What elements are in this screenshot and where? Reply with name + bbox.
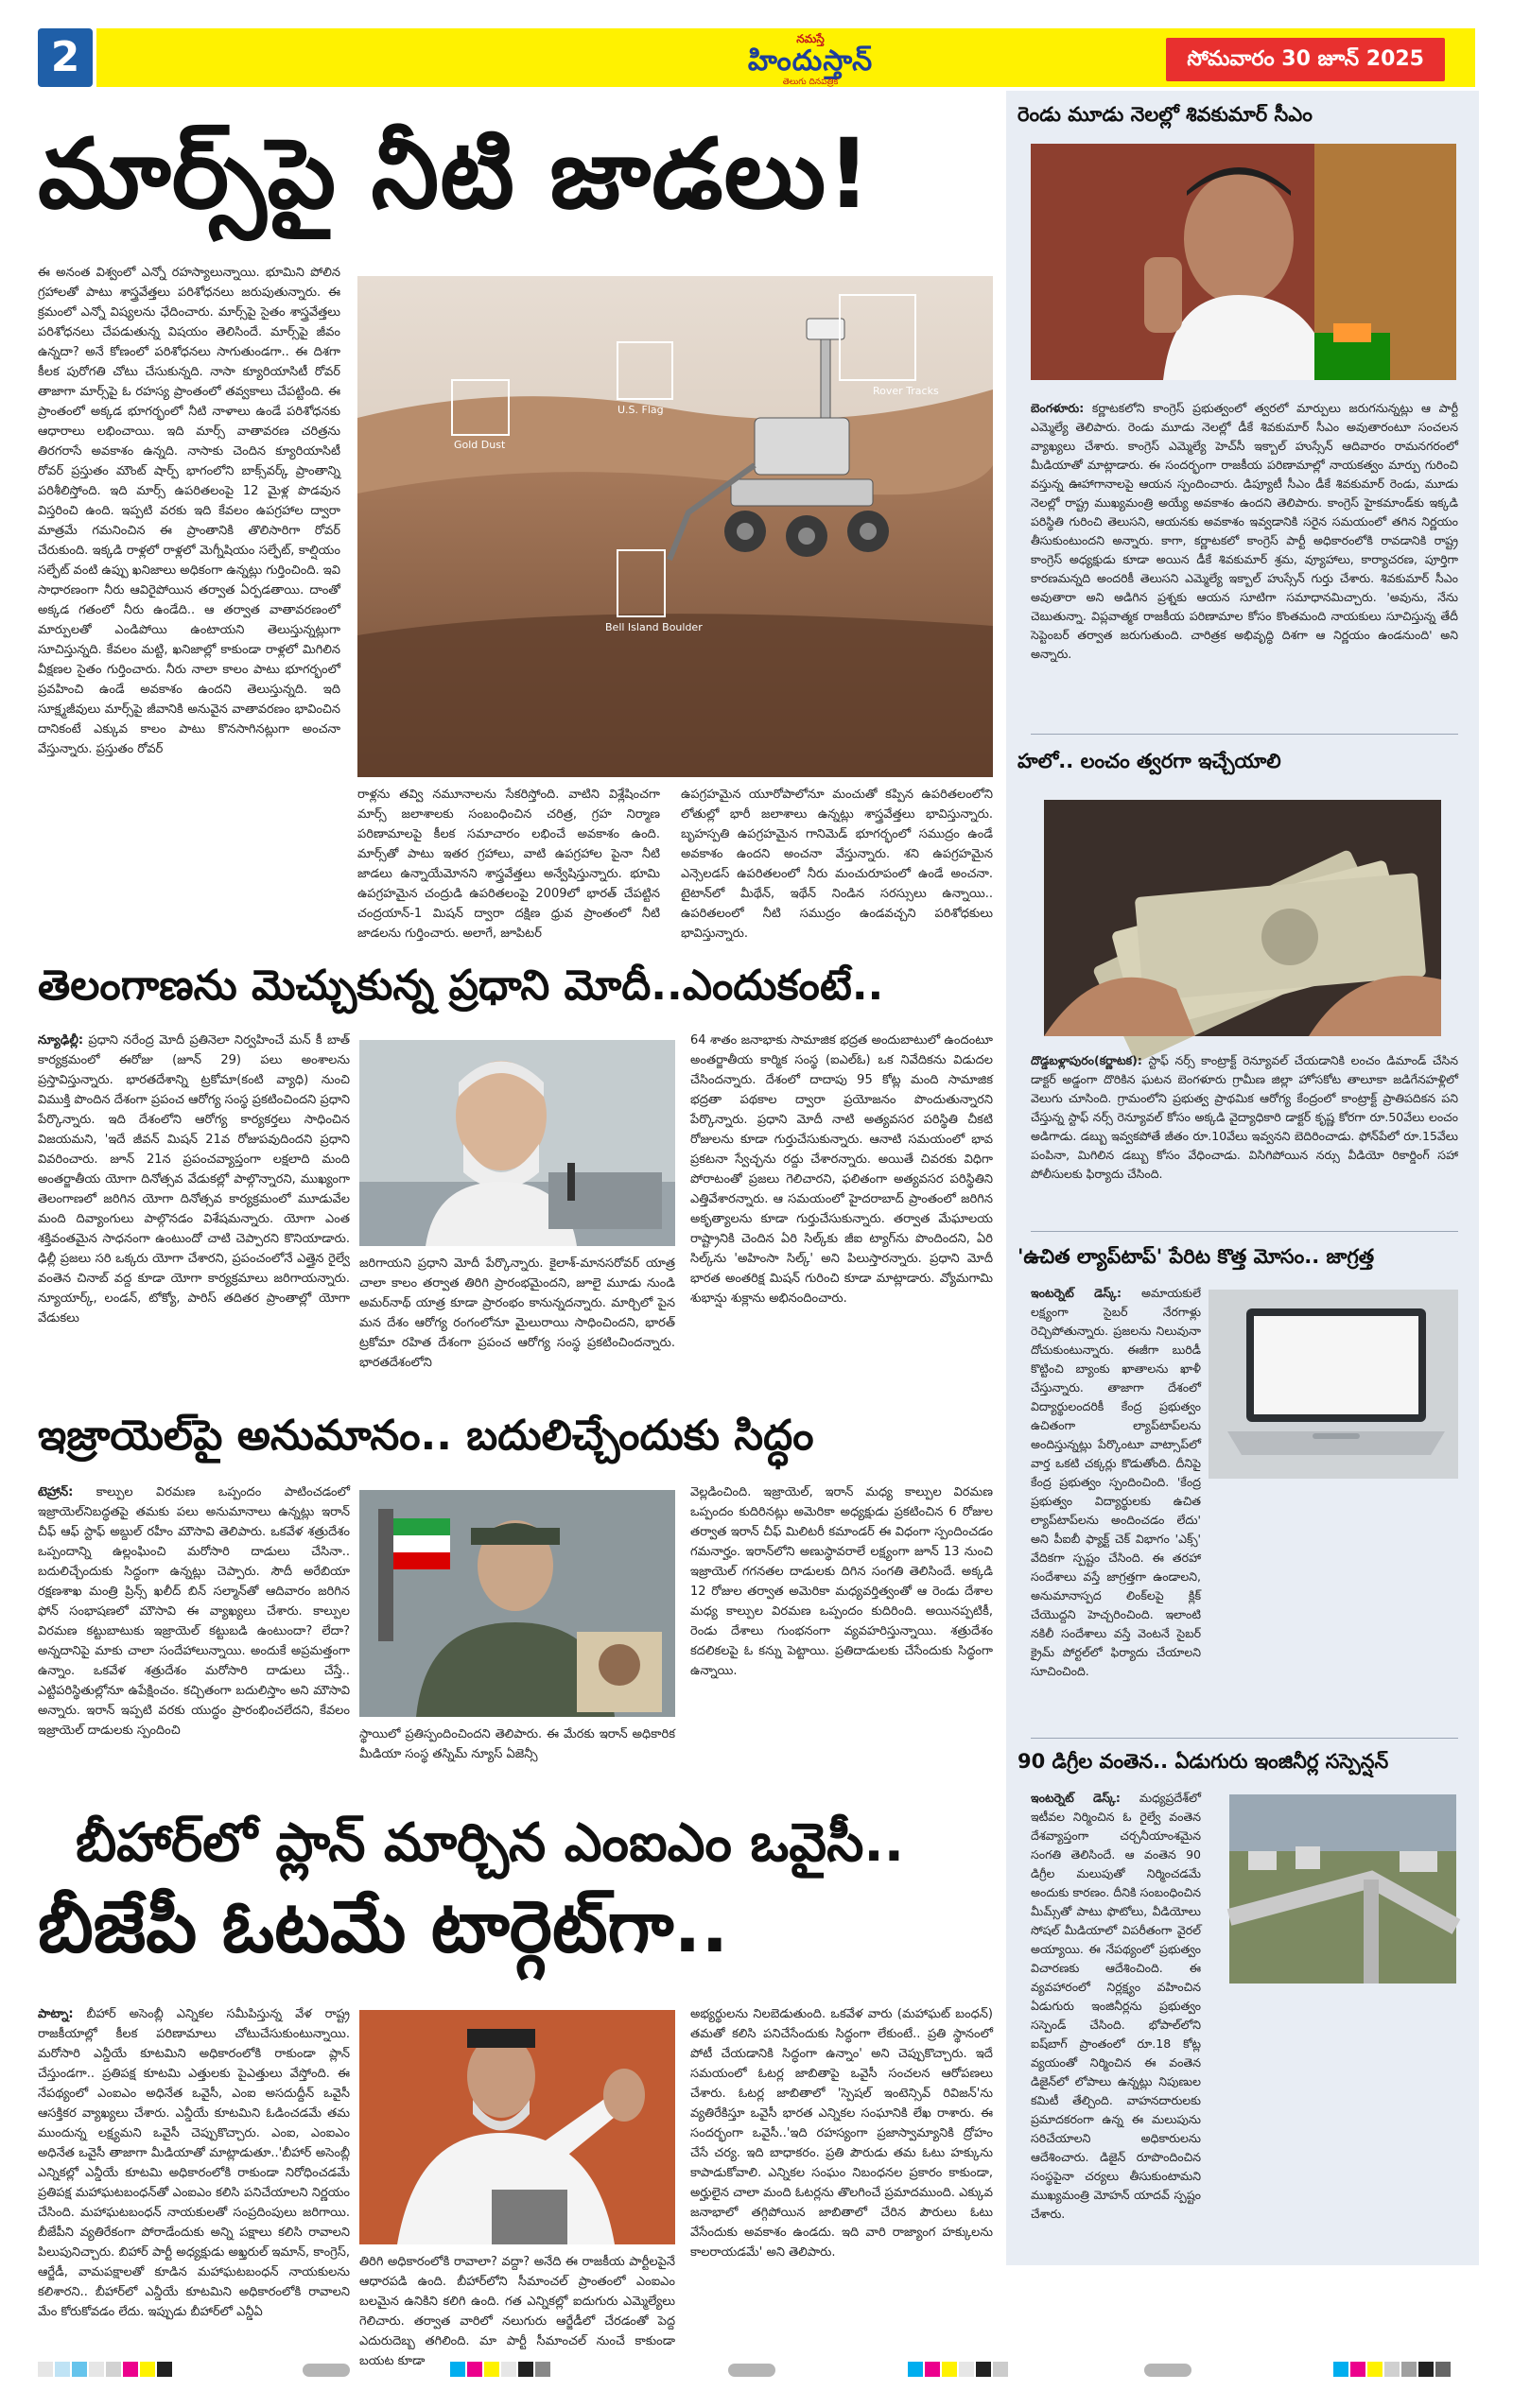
iran-general-photo[interactable] <box>359 1490 675 1717</box>
sidebar-divider-1 <box>1031 734 1458 735</box>
sidebar-story-2-headline: హలో.. లంచం త్వరగా ఇచ్చేయాలి <box>1017 750 1281 772</box>
print-colorbar-left <box>38 2362 174 2379</box>
photo-label-us-flag: U.S. Flag <box>617 404 664 416</box>
owaisi-headline-1: బీహార్‌లో ప్లాన్ మార్చిన ఎంఐఎం ఒవైసీ.. <box>76 1812 904 1874</box>
print-register-mark-3 <box>1144 2364 1191 2377</box>
print-register-mark-1 <box>303 2364 350 2377</box>
sidebar-divider-2 <box>1031 1231 1458 1232</box>
politician-portrait <box>359 2010 675 2244</box>
print-colorbar-mid-right <box>908 2362 1010 2379</box>
bridge-aerial-illustration <box>1229 1794 1456 1984</box>
military-commander-portrait <box>359 1490 675 1717</box>
mars-headline: మార్స్‌పై నీటి జాడలు! <box>38 118 872 231</box>
sidebar-story-1-headline: రెండు మూడు నెలల్లో శివకుమార్ సీఎం <box>1017 103 1313 126</box>
modi-photo[interactable] <box>359 1040 675 1246</box>
owaisi-headline-2: బీజేపీ ఓటమే టార్గెట్‌గా.. <box>38 1884 729 1968</box>
masthead <box>38 28 1475 91</box>
photo-label-rover-tracks: Rover Tracks <box>873 385 939 397</box>
iran-body-col2: వెల్లడించింది. ఇజ్రాయెల్, ఇరాన్ మధ్య కాల్పుల విరమణ ఒప్పందం కుదిరినట్లు అమెరికా అధ్యక్షుడు ప్రకటించిన 6 రోజుల తర్వాత ఇరాన్ చీఫ్ మిలిటరీ కమాండర్ ఈ విధంగా స్పందించడం గమనార్హం. ఇరాన్‌లోని అణుస్థావరాలే లక్ష్యంగా జూన్ 13 నుంచి ఇజ్రాయెల్ గగనతల దాడులకు దిగిన సంగతి తెలిసిందే. అక్కడి 12 రోజుల తర్వాత అమెరికా మధ్యవర్తిత్వంతో ఆ రెండు దేశాల మధ్య కాల్పుల విరమణ ఒప్పందం కుదిరింది. అయినప్పటికీ, రెండు దేశాలు గుంభనంగా వ్యవహరిస్తున్నాయి. శత్రుదేశం కదలికలపై ఓ కన్ను పెట్టాయి. ప్రతిదాడులకు చేసేందుకు సిద్ధంగా ఉన్నాయి. <box>690 1485 993 1678</box>
owaisi-photo[interactable] <box>359 2010 675 2244</box>
newspaper-logo[interactable] <box>702 32 919 87</box>
sidebar-story-4-body: ఇంటర్నెట్ డెస్క్: మధ్యప్రదేశ్‌లో ఇటీవల నిర్మించిన ఓ రైల్వే వంతెన దేశవ్యాప్తంగా చర్చనీయాంశమైన సంగతి తెలిసిందే. ఆ వంతెన 90 డిగ్రీల మలుపుతో నిర్మించడమే అందుకు కారణం. దీనికి సంబంధించిన మీమ్స్‌తో పాటు ఫొటోలు, వీడియోలు సోషల్ మీడియాలో విపరీతంగా వైరల్ అయ్యాయి. ఈ నేపథ్యంలో ప్రభుత్వం విచారణకు ఆదేశించింది. ఈ వ్యవహారంలో నిర్లక్ష్యం వహించిన ఏడుగురు ఇంజినీర్లను ప్రభుత్వం సస్పెండ్ చేసింది. భోపాల్‌లోని ఐష్‌బాగ్ ప్రాంతంలో రూ.18 కోట్ల వ్యయంతో నిర్మించిన ఈ వంతెన డిజైన్‌లో లోపాలు ఉన్నట్లు నిపుణుల కమిటీ తేల్చింది. వాహనదారులకు ప్రమాదకరంగా ఉన్న ఈ మలుపును సరిచేయాలని అధికారులను ఆదేశించారు. డిజైన్ రూపొందించిన సంస్థపైనా చర్యలు తీసుకుంటామని ముఖ్యమంత్రి మోహన్ యాదవ్ స్పష్టం చేశారు. <box>1031 1791 1201 2221</box>
page-number: 2 <box>38 28 93 87</box>
issue-date: సోమవారం 30 జూన్ 2025 <box>1166 38 1445 81</box>
logo-tagline: నమస్తే <box>796 32 825 45</box>
iran-body-left: టెహ్రాన్: కాల్పుల విరమణ ఒప్పందం పాటించడంలో ఇజ్రాయెల్‌నిబద్ధతపై తమకు పలు అనుమానాలు ఉన్నట్లు ఇరాన్ చీఫ్ ఆఫ్ స్టాఫ్ అబ్దుల్ రహీం మౌసావి తెలిపారు. ఒకవేళ శత్రుదేశం ఒప్పందాన్ని ఉల్లంఘించి మరోసారి దాడులు చేసినా.. బదులిచ్చేందుకు సిద్ధంగా ఉన్నట్లు చెప్పారు. సౌదీ అరేబియా రక్షణశాఖ మంత్రి ప్రిన్స్ ఖలీద్ బిన్ సల్మాన్‌తో ఆదివారం జరిగిన ఫోన్ సంభాషణలో మౌసావి ఈ వ్యాఖ్యలు చేశారు. కాల్పుల విరమణ కట్టుబాటుకు ఇజ్రాయెల్ కట్టుబడి ఉంటుందా? లేదా? అన్నదానిపై మాకు చాలా సందేహాలున్నాయి. అందుకే అప్రమత్తంగా ఉన్నాం. ఒకవేళ శత్రుదేశం మరోసారి దాడులు చేస్తే.. ఎట్టిపరిస్థితుల్లోనూ ఉపేక్షించం. కచ్చితంగా బదులిస్తాం అని మౌసావి అన్నారు. ఇరాన్ ఇప్పటి వరకు యుద్ధం ప్రారంభించలేదని, కేవలం ఇజ్రాయెల్ దాడులకు స్పందించి <box>38 1485 350 1738</box>
modi-portrait <box>359 1040 675 1246</box>
modi-headline: తెలంగాణను మెచ్చుకున్న ప్రధాని మోదీ..ఎందుకంటే.. <box>38 961 884 1010</box>
logo-title: హిందుస్తాన్ <box>747 44 874 78</box>
mars-rover-photo[interactable] <box>357 276 993 777</box>
modi-body-left: న్యూఢిల్లీ: ప్రధాని నరేంద్ర మోదీ ప్రతినెలా నిర్వహించే మన్ కీ బాత్ కార్యక్రమంలో ఈరోజు (జూన్ 29) పలు అంశాలను ప్రస్తావిస్తున్నారు. భారతదేశాన్ని ట్రకోమా(కంటి వ్యాధి) నుంచి విముక్తి పొందిన దేశంగా ప్రపంచ ఆరోగ్య సంస్థ ప్రకటించిందని ప్రధాని పేర్కొన్నారు. ఇది దేశంలోని ఆరోగ్య కార్యకర్తలు సాధించిన విజయమని, 'ఇదే జీవన్ మిషన్ 21వ రోజుపవుదిందని ప్రధాని వివరించారు. జూన్ 21న ప్రపంచవ్యాప్తంగా లక్షలాది మంది అంతర్జాతీయ యోగా దినోత్సవ వేడుకల్లో పాల్గొన్నారని, ముఖ్యంగా తెలంగాణలో జరిగిన యోగా దినోత్సవ కార్యక్రమంలో మూడువేల మంది దివ్యాంగులు పాల్గొనడం విశేషమన్నారు. యోగా ఎంత శక్తివంతమైన సాధనంగా ఉంటుందో చాటి చెప్పారని కొనియాడారు. ఢిల్లీ ప్రజలు సరి ఒక్కరు యోగా చేశారని, ప్రపంచంలోనే ఎత్తైన రైల్వే వంతెన చినాబ్ వద్ద కూడా యోగా కార్యక్రమాలు జరిగాయన్నారు. న్యూయార్క్, లండన్, టోక్యో, పారిస్ తదితర ప్రాంతాల్లో యోగా వేడుకలు <box>38 1033 350 1325</box>
sidebar-story-1-body: బెంగళూరు: కర్ణాటకలోని కాంగ్రెస్ ప్రభుత్వంలో త్వరలో మార్పులు జరుగనున్నట్లు ఆ పార్టీ ఎమ్మెల్యే తెలిపారు. రెండు మూడు నెలల్లో డీకే శివకుమార్ సీఎం అవుతారంటూ సంచలన వ్యాఖ్యలు చేశారు. కాంగ్రెస్ ఎమ్మెల్యే హెచ్‌సీ ఇక్బాల్ హుస్సేన్ ఆదివారం రామనగరంలో మీడియాతో మాట్లాడారు. ఈ సందర్భంగా రాజకీయ పరిణామాల్లో నాయకత్వం మార్పు గురించి వస్తున్న ఊహాగానాలపై ఆయన స్పందించారు. డిప్యూటీ సీఎం డీకే శివకుమార్ రెండు, మూడు నెలల్లో రాష్ట్ర ముఖ్యమంత్రి అయ్యే అవకాశం ఉందని తెలిపారు. కాంగ్రెస్ హైకమాండ్‌కు ఇక్కడి పరిస్థితి గురించి తెలుసని, ఆయనకు అవకాశం ఇవ్వడానికి సరైన సమయంలో తగిన నిర్ణయం తీసుకుంటుందని అన్నారు. కాగా, కర్ణాటకలో కాంగ్రెస్ పార్టీ అధికారంలోకి రావడానికి రాష్ట్ర కాంగ్రెస్ అధ్యక్షుడు కూడా అయిన డీకే శివకుమార్ శ్రమ, వ్యూహాలు, కార్యాచరణ, పూర్తిగా కారణమన్నది అందరికీ తెలుసని ఎమ్మెల్యే ఇక్బాల్ హుస్సేన్ గుర్తు చేశారు. శివకుమార్ సీఎం అవుతారా అని అడిగిన ప్రశ్నకు ఆయన సూటిగా సమాధానమిచ్చారు. 'అవును, నేను చెబుతున్నా. విప్లవాత్మక రాజకీయ పరిణామాల కోసం కొంతమంది నాయకులు సూచిస్తున్న తేదీ సెప్టెంబర్ తర్వాత జరుగుతుంది. చారిత్రక అభివృద్ధి దిశగా ఆ నిర్ణయం ఉండనుంది' అని అన్నారు. <box>1031 401 1458 661</box>
photo-label-gold-dust: Gold Dust <box>454 439 506 451</box>
laptop-photo[interactable] <box>1209 1290 1458 1479</box>
shivakumar-portrait <box>1031 144 1456 380</box>
masthead-band <box>96 28 1475 87</box>
logo-subtitle: తెలుగు దినపత్రిక <box>782 78 839 87</box>
modi-body-col1: జరిగాయని ప్రధాని మోదీ పేర్కొన్నారు. కైలాశ్-మానసరోవర్ యాత్ర చాలా కాలం తర్వాత తిరిగి ప్రారంభమైందని, జూలై మూడు నుండి అమర్‌నాథ్ యాత్ర కూడా ప్రారంభం కానున్నదన్నారు. మార్చిలో పైన మన దేశం ఆరోగ్య రంగంలోనూ మైలురాయి సాధించిందని, భారత్ ట్రకోమా రహిత దేశంగా ప్రపంచ ఆరోగ్య సంస్థ ప్రకటించిందన్నారు. భారతదేశంలోని <box>359 1256 675 1370</box>
mars-rover-illustration <box>357 276 993 777</box>
sidebar-story-3-headline: 'ఉచిత ల్యాప్‌టాప్' పేరిట కొత్త మోసం.. జాగ్రత్త <box>1017 1245 1375 1268</box>
mars-body-left: ఈ అనంత విశ్వంలో ఎన్నో రహస్యాలున్నాయి. భూమిని పోలిన గ్రహాలతో పాటు శాస్త్రవేత్తలు పరిశోధనలు జరుపుతున్నారు. ఈ క్రమంలో ఎన్నో విష్యలను ఛేదించారు. మార్స్‌పై సైతం శాస్త్రవేత్తలు పరిశోధనలు చేపడుతున్న విషయం తెలిసిందే. మార్స్‌పై జీవం ఉన్నదా? అనే కోణంలో పరిశోధనలు సాగుతుండగా.. ఈ దిశగా కీలక పురోగతి చోటు చేసుకున్నది. నాసా క్యూరియాసిటీ రోవర్ తాజాగా మార్స్‌పై ఓ రహస్య ప్రాంతంలో తవ్వకాలు చేపట్టింది. ఈ ప్రాంతంలో అక్కడ భూగర్భంలో నీటి నాళాలు ఉండే పరిశోధనకు ఆధారాలు లభించాయి. ఇది మార్స్ వాతావరణ చరిత్రను తిరగరాసే అవకాశం ఉన్నది. నాసాకు చెందిన క్యూరియాసిటీ రోవర్ ప్రస్తుతం మౌంట్ షార్ప్ భాగంలోని బాక్స్‌వర్క్ ప్రాంతాన్ని పరిశీలిస్తోంది. ఇది మార్స్ ఉపరితలంపై 12 మైళ్ల పొడవున విస్తరించి ఉంది. ఇప్పటి వరకు ఇది కేవలం ఉపగ్రహాల ద్వారా మాత్రమే గమనించిన ఈ ప్రాంతానికి తొలిసారిగా రోవర్ చేరుకుంది. ఇక్కడి రాళ్లలో రాళ్లలో మెగ్నీషియం సల్ఫేట్, కాల్షియం సల్ఫేట్ వంటి ఉప్పు ఖనిజాలు అధికంగా ఉన్నట్లు గుర్తించింది. ఇవి సాధారణంగా నీరు ఆవిరైపోయిన తర్వాత ఏర్పడతాయి. దాంతో అక్కడ గతంలో నీరు ఉండేది.. ఆ తర్వాత వాతావరణంలో మార్పులతో ఎండిపోయి ఉంటాయని తెలుస్తున్నట్లుగా సూచిస్తున్నది. కేవలం మట్టి, ఖనిజాల్లో కాకుండా రాళ్లలో మిగిలిన వీక్షణల సైతం గుర్తించారు. నీరు నాలా కాలం పాటు భూగర్భంలో ప్రవహించి ఉండే అవకాశం ఉందని తెలుస్తున్నది. ఇది సూక్ష్మజీవులు మార్స్‌పై జీవానికి అనువైన వాతావరణం భావించిన దానికంటే ఎక్కువ కాలం పాటు కొనసాగినట్లుగా అంచనా వేస్తున్నారు. ప్రస్తుతం రోవర్ <box>38 266 340 756</box>
sidebar-story-3-body: ఇంటర్నెట్ డెస్క్: అమాయకులే లక్ష్యంగా సైబర్ నేరగాళ్లు రెచ్చిపోతున్నారు. ప్రజలను నిలువునా దోచుకుంటున్నారు. ఈజీగా బురిడీ కొట్టించి బ్యాంకు ఖాతాలను ఖాళీ చేస్తున్నారు. తాజాగా దేశంలో విద్యార్థులందరికీ కేంద్ర ప్రభుత్వం ఉచితంగా ల్యాప్‌టాప్‌లను అందిస్తున్నట్లు పేర్కొంటూ వాట్సాప్‌లో వార్త ఒకటి చక్కర్లు కొడుతోంది. దీనిపై కేంద్ర ప్రభుత్వం స్పందించింది. 'కేంద్ర ప్రభుత్వం విద్యార్థులకు ఉచిత ల్యాప్‌టాప్‌లను అందించడం లేదు' అని పీఐబీ ఫ్యాక్ట్ చెక్ విభాగం 'ఎక్స్' వేదికగా స్పష్టం చేసింది. ఈ తరహా సందేశాలు వస్తే జాగ్రత్తగా ఉండాలని, అనుమానాస్పద లింక్‌లపై క్లిక్ చేయొద్దని హెచ్చరించింది. ఇలాంటి నకిలీ సందేశాలు వస్తే వెంటనే సైబర్ క్రైమ్ పోర్టల్‌లో ఫిర్యాదు చేయాలని సూచించింది. <box>1031 1286 1201 1678</box>
laptop-illustration <box>1209 1290 1458 1479</box>
shivakumar-photo[interactable] <box>1031 144 1456 380</box>
bridge-photo[interactable] <box>1229 1794 1456 1984</box>
sidebar <box>1006 91 1479 2265</box>
owaisi-body-left: పాట్నా: బీహార్ అసెంబ్లీ ఎన్నికల సమీపిస్తున్న వేళ రాష్ట్ర రాజకీయాల్లో కీలక పరిణామాలు చోటుచేసుకుంటున్నాయి. మరోసారి ఎన్డీయే కూటమిని అధికారంలోకి రాకుండా ప్లాన్ చేస్తుండగా.. ప్రతిపక్ష కూటమి ఎత్తులకు పైఎత్తులు వేస్తోంది. ఈ నేపథ్యంలో ఎంఐఎం అధినేత ఒవైసీ, ఎంఐ అసదుద్దీన్ ఒవైసీ ఆసక్తికర వ్యాఖ్యలు చేశారు. ఎన్డీయే కూటమిని ఓడించడమే తమ ముందున్న లక్ష్యమని ఒవైసీ చెప్పుకొచ్చారు. ఎంఐ, ఎంఐఎం అధినేత ఒవైసీ తాజాగా మీడియాతో మాట్లాడుతూ..'బీహార్ అసెంబ్లీ ఎన్నికల్లో ఎన్డీయే కూటమి అధికారంలోకి రాకుండా నిరోధించడమే ప్రతిపక్ష మహాఘటబంధన్‌తో ఎంఐఎం కలిసి పనిచేయాలని నిర్ణయం చేసింది. మహాఘటబంధన్ నాయకులతో సంప్రదింపులు జరిగాయి. బీజేపీని వ్యతిరేకంగా పోరాడేందుకు అన్ని పక్షాలు కలిసి రావాలని పిలుపునిచ్చారు. బిహార్ పార్టీ అధ్యక్షుడు అఖ్తరుల్ ఇమాన్, కాంగ్రెస్, ఆర్జేడీ, వామపక్షాలతో కూడిన మహాఘటబంధన్ నాయకులను కలిశారని.. బీహార్‌లో ఎన్డీయే కూటమిని అధికారంలోకి రావాలని మేం కోరుకోవడం లేదు. ఇప్పుడు బీహార్‌లో ఎన్డీఏ <box>38 2007 350 2319</box>
sidebar-divider-3 <box>1031 1738 1458 1739</box>
iran-headline: ఇజ్రాయెల్‌పై అనుమానం.. బదులిచ్చేందుకు సిద్ధం <box>38 1412 814 1460</box>
iran-body-col1: స్థాయిలో ప్రతిస్పందించిందని తెలిపారు. ఈ మేరకు ఇరాన్ అధికారిక మీడియా సంస్థ తస్నిమ్ న్యూస్ ఏజెన్సీ <box>359 1727 675 1761</box>
owaisi-body-col1: తిరిగి అధికారంలోకి రావాలా? వద్దా? అనేది ఈ రాజకీయ పార్టీలపైనే ఆధారపడి ఉంది. బీహార్‌లోని సీమాంచల్ ప్రాంతంలో ఎంఐఎం బలమైన ఉనికిని కలిగి ఉంది. గత ఎన్నికల్లో ఐదుగురు ఎమ్మెల్యేలు గెలిచారు. తర్వాత వారిలో నలుగురు ఆర్జేడీలో చేరడంతో పెద్ద ఎదురుదెబ్బ తగిలింది. మా పార్టీ సీమాంచల్ నుంచే కాకుండా బయట కూడా <box>359 2255 675 2368</box>
print-colorbar-right <box>1333 2362 1452 2379</box>
cash-photo[interactable] <box>1044 800 1441 1036</box>
photo-label-boulder: Bell Island Boulder <box>605 621 703 633</box>
currency-notes-illustration <box>1044 800 1441 1036</box>
sidebar-story-2-body: దొడ్డబళ్లాపురం(కర్ణాటక): స్టాఫ్ నర్స్ కాంట్రాక్ట్ రెన్యూవల్ చేయడానికి లంచం డిమాండ్ చేసిన డాక్టర్ అడ్డంగా దొరికిన ఘటన బెంగళూరు గ్రామీణ జిల్లా హోసకోట తాలూకా జడిగేనహళ్లిలో వెలుగు చూసింది. గ్రామంలోని ప్రభుత్వ ప్రాథమిక ఆరోగ్య కేంద్రంలో కాంట్రాక్ట్ ప్రాతిపదికన పని చేస్తున్న స్టాఫ్ నర్స్ రెన్యూవల్ కోసం అక్కడి వైద్యాధికారి డాక్టర్ కృష్ణ కోరగా రూ.50వేలు లంచం అడిగాడు. డబ్బు ఇవ్వకపోతే జీతం రూ.10వేలు ఇవ్వనని బెదిరించాడు. ఫోన్‌పేలో రూ.15వేలు పంపినా, మిగిలిన డబ్బు కోసం వేధించాడు. విసిగిపోయిన నర్సు వీడియో రికార్డింగ్ సహా పోలీసులకు ఫిర్యాదు చేసింది. <box>1031 1053 1458 1181</box>
print-colorbar-mid-left <box>450 2362 552 2379</box>
print-register-mark-2 <box>728 2364 775 2377</box>
modi-body-col2: 64 శాతం జనాభాకు సామాజిక భద్రత అందుబాటులో ఉందంటూ అంతర్జాతీయ కార్మిక సంస్థ (ఐఎల్ఓ) ఒక నివేదికను విడుదల చేసిందన్నారు. దేశంలో దాదాపు 95 కోట్ల మంది సామాజిక భద్రతా పథకాల ద్వారా ప్రయోజనం పొందుతున్నారని పేర్కొన్నారు. ప్రధాని మోదీ నాటి అత్యవసర పరిస్థితి చీకటి రోజులను కూడా గుర్తుచేసుకున్నారు. ఆనాటి సమయంలో భావ ప్రకటనా స్వేచ్ఛను రద్దు చేశారన్నారు. అయితే చివరకు విధిగా పోరాటంతో ప్రజలు గెలిచారని, ఫలితంగా అత్యవసర పరిస్థితిని ఎత్తివేశారన్నారు. ఆ సమయంలో హైదరాబాద్ ప్రాంతంలో జరిగిన అకృత్యాలను కూడా గుర్తుచేసుకున్నారు. తర్వాత మేఘాలయ రాష్ట్రానికి చెందిన ఏరి సిల్క్‌కు జీఐ ట్యాగ్‌ను పొందిందని, ఏరి సిల్క్‌ను 'అహింసా సిల్క్' అని పిలుస్తారన్నారు. ప్రధాని మోదీ భారత అంతరిక్ష మిషన్ గురించి కూడా మాట్లాడారు. వ్యోమగామి శుభాన్షు శుక్లాను అభినందించారు. <box>690 1033 993 1306</box>
mars-body-col2: ఉపగ్రహమైన యూరోపాలోనూ మంచుతో కప్పిన ఉపరితలంలోని లోతుల్లో భారీ జలాశాలు ఉన్నట్లు శాస్త్రవేత్తలు భావిస్తున్నారు. బృహస్పతి ఉపగ్రహమైన గానిమెడ్ భూగర్భంలో సముద్రం ఉండే అవకాశం ఉందని అంచనా వేస్తున్నారు. శని ఉపగ్రహమైన ఎన్సెలడస్ ఉపరితలంలో నీరు మంచురూపంలో ఉండే అంచనా. టైటాన్‌లో మీథేన్, ఇథేన్ నిండిన సరస్సులు ఉన్నాయి.. ఉపరితలంలో నీటి సముద్రం ఉండవచ్చని పరిశోధకులు భావిస్తున్నారు. <box>681 788 993 941</box>
sidebar-story-4-headline: 90 డిగ్రీల వంతెన.. ఏడుగురు ఇంజినీర్ల సస్పెన్షన్ <box>1017 1750 1389 1773</box>
mars-body-col1: రాళ్లను తవ్వి నమూనాలను సేకరిస్తోంది. వాటిని విశ్లేషించగా మార్స్ జలాశాలకు సంబంధించిన చరిత్ర, గ్రహ నిర్మాణ పరిణామాలపై కీలక సమాచారం లభించే అవకాశం ఉంది. మార్స్‌తో పాటు ఇతర గ్రహాలు, వాటి ఉపగ్రహాల పైనా నీటి జాడలు ఉన్నాయేమోనని శాస్త్రవేత్తలు అన్వేషిస్తున్నారు. భూమి ఉపగ్రహమైన చంద్రుడి ఉపరితలంపై 2009లో భారత్ చేపట్టిన చంద్రయాన్-1 మిషన్ ద్వారా దక్షిణ ధ్రువ ప్రాంతంలో నీటి జాడలను గుర్తించారు. అలాగే, జూపిటర్ <box>357 788 660 941</box>
owaisi-body-col2: అభ్యర్థులను నిలబెడుతుంది. ఒకవేళ వారు (మహాఘట్ బంధన్) తమతో కలిసి పనిచేసేందుకు సిద్ధంగా లేకుంటే.. ప్రతి స్థానంలో పోటీ చేయడానికి సిద్ధంగా ఉన్నాం' అని చెప్పుకొచ్చారు. ఇదే సమయంలో ఓటర్ల జాబితాపై ఒవైసీ సంచలన ఆరోపణలు చేశారు. ఓటర్ల జాబితాలో 'స్పెషల్ ఇంటెన్సివ్ రివిజన్‌'ను వ్యతిరేకిస్తూ ఒవైసీ భారత ఎన్నికల సంఘానికి లేఖ రాశారు. ఈ సందర్భంగా ఒవైసీ..'ఇది రహస్యంగా ప్రజాస్వామ్యానికి ద్రోహం చేసే చర్య. ఇది బాధాకరం. ప్రతి పౌరుడు తమ ఓటు హక్కును కాపాడుకోవాలి. ఎన్నికల సంఘం నిబంధనల ప్రకారం కాకుండా, అర్హులైన చాలా మంది ఓటర్లను తొలగించే ప్రమాదముంది. ఎక్కువ జనాభాలో తగ్గిపోయిన జాబితాలో చేరిన పౌరులు ఓటు వేసేందుకు అవకాశం ఉండదు. ఇది వారి రాజ్యాంగ హక్కులను కాలరాయడమే' అని తెలిపారు. <box>690 2007 993 2260</box>
